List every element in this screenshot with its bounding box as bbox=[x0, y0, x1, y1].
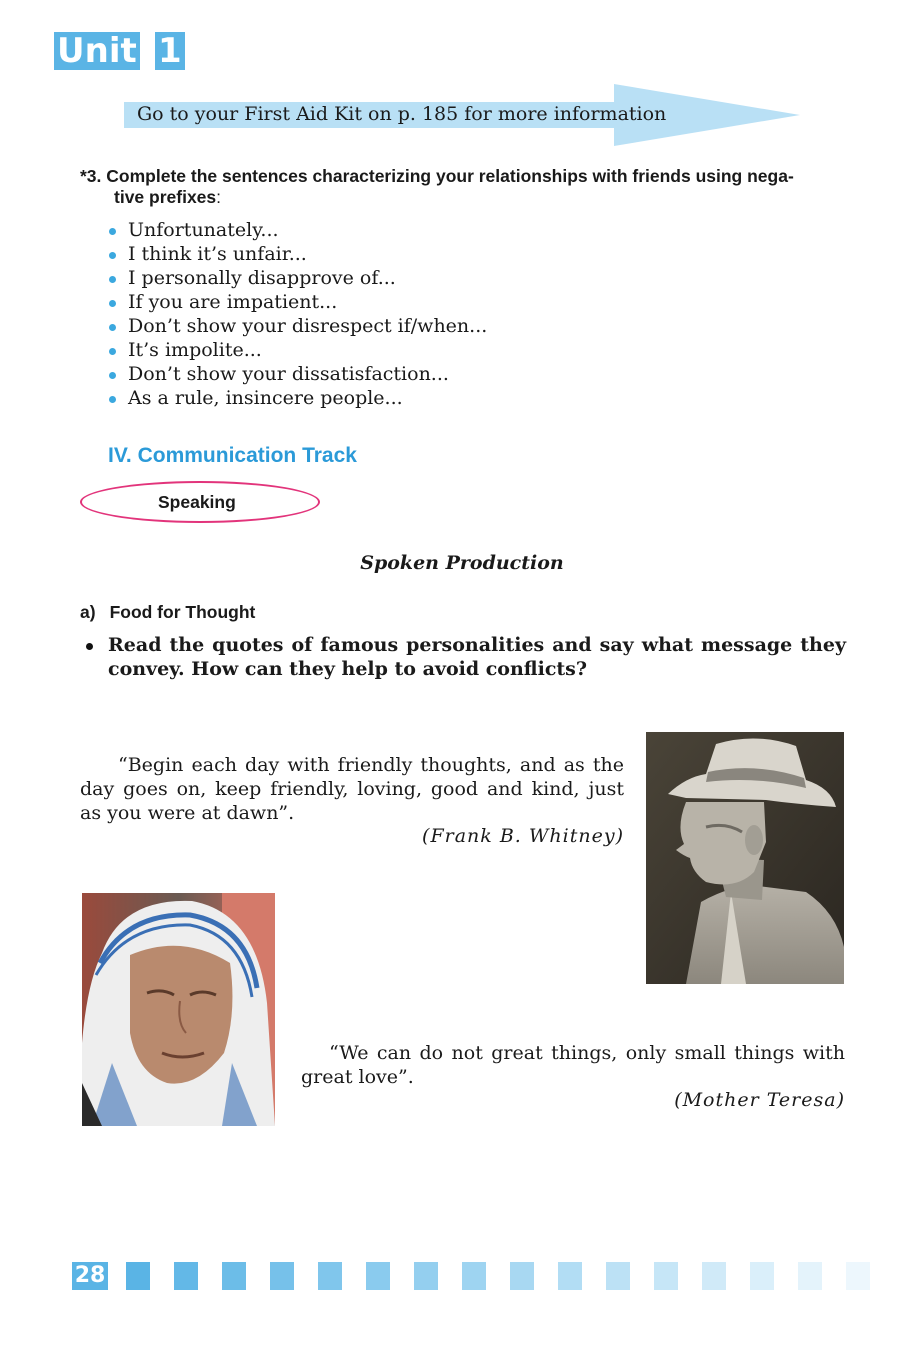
unit-label: Unit bbox=[54, 32, 140, 70]
footer-square bbox=[414, 1262, 438, 1290]
quote-whitney bbox=[80, 753, 624, 825]
bullet-icon bbox=[86, 643, 93, 650]
spoken-production-heading: Spoken Production bbox=[360, 552, 564, 574]
footer-square bbox=[846, 1262, 870, 1290]
first-aid-kit-link[interactable]: Go to your First Aid Kit on p. 185 for more information bbox=[137, 103, 667, 125]
task-3-colon: : bbox=[216, 187, 222, 207]
quote-author: (Mother Teresa) bbox=[674, 1089, 845, 1111]
list-item: I think it’s unfair... bbox=[108, 242, 487, 266]
footer-square bbox=[702, 1262, 726, 1290]
instruction bbox=[80, 633, 846, 681]
instruction-text: Read the quotes of famous personalities and say what message they convey. How can they help to avoid conflicts? bbox=[108, 634, 846, 680]
footer-square bbox=[654, 1262, 678, 1290]
quote-text: “Begin each day with friendly thoughts, and as the day goes on, keep friendly, loving, good and kind, just as you were at dawn”. bbox=[80, 754, 624, 824]
frank-whitney-photo bbox=[646, 732, 844, 984]
footer-square bbox=[606, 1262, 630, 1290]
footer-square bbox=[222, 1262, 246, 1290]
task-3-line2: tive prefixes bbox=[114, 187, 217, 207]
footer-square bbox=[462, 1262, 486, 1290]
speaking-label: Speaking bbox=[158, 492, 236, 512]
footer-square bbox=[510, 1262, 534, 1290]
task-3-line1: *3. Complete the sentences characterizing your relationships with friends using nega- bbox=[80, 166, 794, 186]
list-item: Unfortunately... bbox=[108, 218, 487, 242]
sentence-starters-list bbox=[108, 218, 487, 410]
list-item: I personally disapprove of... bbox=[108, 266, 487, 290]
subsection-title: Food for Thought bbox=[109, 602, 256, 622]
list-item: If you are impatient... bbox=[108, 290, 487, 314]
footer-square bbox=[318, 1262, 342, 1290]
footer-square bbox=[174, 1262, 198, 1290]
section-title: IV. Communication Track bbox=[108, 444, 357, 467]
footer-square bbox=[366, 1262, 390, 1290]
subsection-heading bbox=[80, 602, 255, 623]
list-item: It’s impolite... bbox=[108, 338, 487, 362]
footer-square bbox=[270, 1262, 294, 1290]
subsection-marker: a) bbox=[80, 602, 96, 622]
unit-number: 1 bbox=[155, 32, 185, 70]
footer-square bbox=[750, 1262, 774, 1290]
quote-teresa bbox=[301, 1041, 845, 1089]
footer-square bbox=[798, 1262, 822, 1290]
list-item: Don’t show your dissatisfaction... bbox=[108, 362, 487, 386]
quote-author: (Frank B. Whitney) bbox=[422, 825, 624, 847]
page-number: 28 bbox=[72, 1262, 108, 1290]
footer-square bbox=[558, 1262, 582, 1290]
task-3-instruction bbox=[80, 166, 850, 208]
mother-teresa-photo bbox=[82, 893, 275, 1126]
list-item: Don’t show your disrespect if/when... bbox=[108, 314, 487, 338]
footer-square bbox=[126, 1262, 150, 1290]
list-item: As a rule, insincere people... bbox=[108, 386, 487, 410]
speaking-oval bbox=[80, 481, 320, 523]
quote-text: “We can do not great things, only small things with great love”. bbox=[301, 1042, 845, 1088]
